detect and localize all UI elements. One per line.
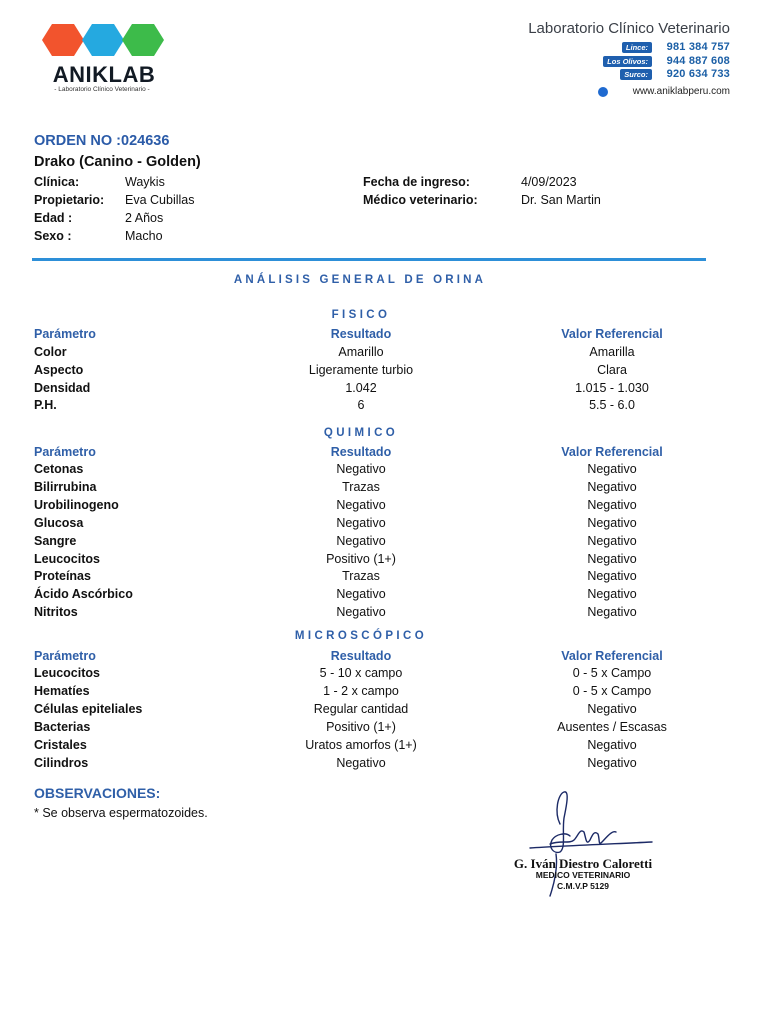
- table-row: [34, 605, 734, 623]
- branch-tag: Surco:: [620, 69, 652, 80]
- table-row: [34, 381, 734, 399]
- result-cell: Negativo: [336, 533, 386, 548]
- table-row: [34, 738, 734, 756]
- table-row: [34, 345, 734, 363]
- column-header-param: Parámetro: [34, 327, 96, 341]
- table-header-quimico: [34, 445, 734, 463]
- result-cell: Ligeramente turbio: [308, 362, 414, 377]
- section-title-fisico: FISICO: [331, 309, 391, 321]
- column-header-result: Resultado: [330, 327, 392, 341]
- reference-cell: Negativo: [587, 701, 637, 716]
- table-row: [34, 756, 734, 774]
- table-row: [34, 684, 734, 702]
- fecha-label: Fecha de ingreso:: [363, 175, 470, 189]
- parameter-cell: Cristales: [34, 737, 87, 752]
- table-row: [34, 720, 734, 738]
- result-cell: Negativo: [336, 515, 386, 530]
- parameter-cell: P.H.: [34, 398, 57, 413]
- parameter-cell: Células epiteliales: [34, 701, 143, 716]
- fecha-value: 4/09/2023: [521, 175, 577, 189]
- table-row: [34, 702, 734, 720]
- result-cell: Negativo: [336, 755, 386, 770]
- globe-icon: [598, 87, 608, 97]
- hexagon-logo-icon: [36, 22, 168, 62]
- result-cell: Uratos amorfos (1+): [305, 737, 417, 752]
- parameter-cell: Cetonas: [34, 462, 84, 476]
- reference-cell: Negativo: [587, 551, 637, 566]
- propietario-label: Propietario:: [34, 193, 105, 207]
- signature-role: MEDICO VETERINARIO: [535, 870, 631, 880]
- website-link[interactable]: www.aniklabperu.com: [632, 86, 730, 97]
- table-header-fisico: [34, 327, 734, 345]
- reference-cell: Negativo: [587, 479, 637, 494]
- parameter-cell: Densidad: [34, 380, 91, 395]
- column-header-ref: Valor Referencial: [561, 649, 663, 663]
- reference-cell: 0 - 5 x Campo: [572, 683, 652, 698]
- reference-cell: Negativo: [587, 587, 637, 602]
- column-header-result: Resultado: [330, 445, 392, 459]
- result-cell: Positivo (1+): [326, 551, 396, 566]
- result-cell: Negativo: [336, 497, 386, 512]
- phone-number: 944 887 608: [666, 55, 730, 67]
- column-header-ref: Valor Referencial: [561, 327, 663, 341]
- medico-value: Dr. San Martin: [521, 193, 601, 207]
- reference-cell: Clara: [597, 362, 627, 377]
- aniklab-logo: [36, 22, 168, 100]
- order-number: ORDEN NO :024636: [34, 133, 170, 149]
- edad-value: 2 Años: [125, 211, 164, 225]
- column-header-param: Parámetro: [34, 649, 96, 663]
- logo-tagline: - Laboratorio Clínico Veterinario -: [54, 86, 150, 93]
- reference-cell: Negativo: [587, 569, 637, 584]
- phone-row-surco: [560, 68, 730, 82]
- table-row: [34, 498, 734, 516]
- phone-number: 981 384 757: [666, 41, 730, 53]
- result-cell: Amarillo: [338, 345, 384, 359]
- section-title-microscopico: MICROSCÓPICO: [294, 630, 428, 642]
- report-title: ANÁLISIS GENERAL DE ORINA: [233, 274, 487, 286]
- table-row: [34, 462, 734, 480]
- phone-row-lince: [560, 41, 730, 55]
- result-cell: 1.042: [345, 380, 377, 395]
- header-divider: [32, 258, 706, 261]
- result-cell: 1 - 2 x campo: [323, 683, 399, 698]
- table-row: [34, 516, 734, 534]
- parameter-cell: Glucosa: [34, 515, 84, 530]
- table-row: [34, 363, 734, 381]
- parameter-cell: Ácido Ascórbico: [34, 587, 133, 602]
- table-row: [34, 569, 734, 587]
- table-row: [34, 666, 734, 684]
- phone-number: 920 634 733: [666, 68, 730, 80]
- column-header-ref: Valor Referencial: [561, 445, 663, 459]
- reference-cell: Negativo: [587, 497, 637, 512]
- medico-label: Médico veterinario:: [363, 193, 478, 207]
- table-row: [34, 480, 734, 498]
- parameter-cell: Leucocitos: [34, 551, 100, 566]
- sexo-label: Sexo :: [34, 229, 72, 243]
- website-row: [560, 85, 730, 99]
- parameter-cell: Hematíes: [34, 683, 90, 698]
- reference-cell: Ausentes / Escasas: [557, 719, 667, 734]
- result-cell: 5 - 10 x campo: [319, 666, 403, 680]
- parameter-cell: Bacterias: [34, 719, 91, 734]
- result-cell: Negativo: [336, 462, 386, 476]
- table-header-microscopico: [34, 649, 734, 667]
- clinica-value: Waykis: [125, 175, 165, 189]
- parameter-cell: Bilirrubina: [34, 479, 97, 494]
- branch-tag: Los Olivos:: [603, 56, 652, 67]
- observations-text: * Se observa espermatozoides.: [34, 806, 208, 820]
- result-cell: Negativo: [336, 605, 386, 620]
- logo-wordmark: ANIKLAB: [52, 62, 156, 87]
- parameter-cell: Nitritos: [34, 605, 78, 620]
- reference-cell: Negativo: [587, 605, 637, 620]
- phone-row-los-olivos: [560, 55, 730, 69]
- reference-cell: Negativo: [587, 515, 637, 530]
- lab-title: Laboratorio Clínico Veterinario: [528, 20, 730, 37]
- section-title-quimico: QUIMICO: [323, 427, 399, 439]
- clinica-label: Clínica:: [34, 175, 80, 189]
- reference-cell: Amarilla: [589, 345, 635, 359]
- parameter-cell: Proteínas: [34, 569, 91, 584]
- branch-tag: Lince:: [622, 42, 652, 53]
- result-cell: Trazas: [342, 569, 380, 584]
- result-cell: Negativo: [336, 587, 386, 602]
- result-cell: Regular cantidad: [313, 701, 409, 716]
- parameter-cell: Urobilinogeno: [34, 497, 119, 512]
- table-row: [34, 398, 734, 416]
- result-cell: Trazas: [342, 479, 380, 494]
- edad-label: Edad :: [34, 211, 73, 225]
- sexo-value: Macho: [125, 229, 163, 243]
- signature-name: G. Iván Diestro Caloretti: [513, 856, 653, 871]
- table-row: [34, 534, 734, 552]
- observations-title: OBSERVACIONES:: [34, 785, 161, 801]
- table-row: [34, 587, 734, 605]
- table-row: [34, 552, 734, 570]
- propietario-value: Eva Cubillas: [125, 193, 195, 207]
- column-header-result: Resultado: [330, 649, 392, 663]
- reference-cell: Negativo: [587, 737, 637, 752]
- signature-license: C.M.V.P 5129: [557, 881, 609, 891]
- parameter-cell: Aspecto: [34, 362, 84, 377]
- result-cell: 6: [357, 398, 365, 413]
- parameter-cell: Leucocitos: [34, 666, 100, 680]
- column-header-param: Parámetro: [34, 445, 96, 459]
- reference-cell: 1.015 - 1.030: [575, 380, 649, 395]
- reference-cell: Negativo: [587, 462, 637, 476]
- reference-cell: 5.5 - 6.0: [589, 398, 635, 413]
- parameter-cell: Sangre: [34, 533, 77, 548]
- patient-name: Drako (Canino - Golden): [34, 154, 201, 170]
- reference-cell: 0 - 5 x Campo: [572, 666, 652, 680]
- result-cell: Positivo (1+): [326, 719, 396, 734]
- parameter-cell: Cilindros: [34, 755, 89, 770]
- reference-cell: Negativo: [587, 533, 637, 548]
- reference-cell: Negativo: [587, 755, 637, 770]
- parameter-cell: Color: [34, 345, 67, 359]
